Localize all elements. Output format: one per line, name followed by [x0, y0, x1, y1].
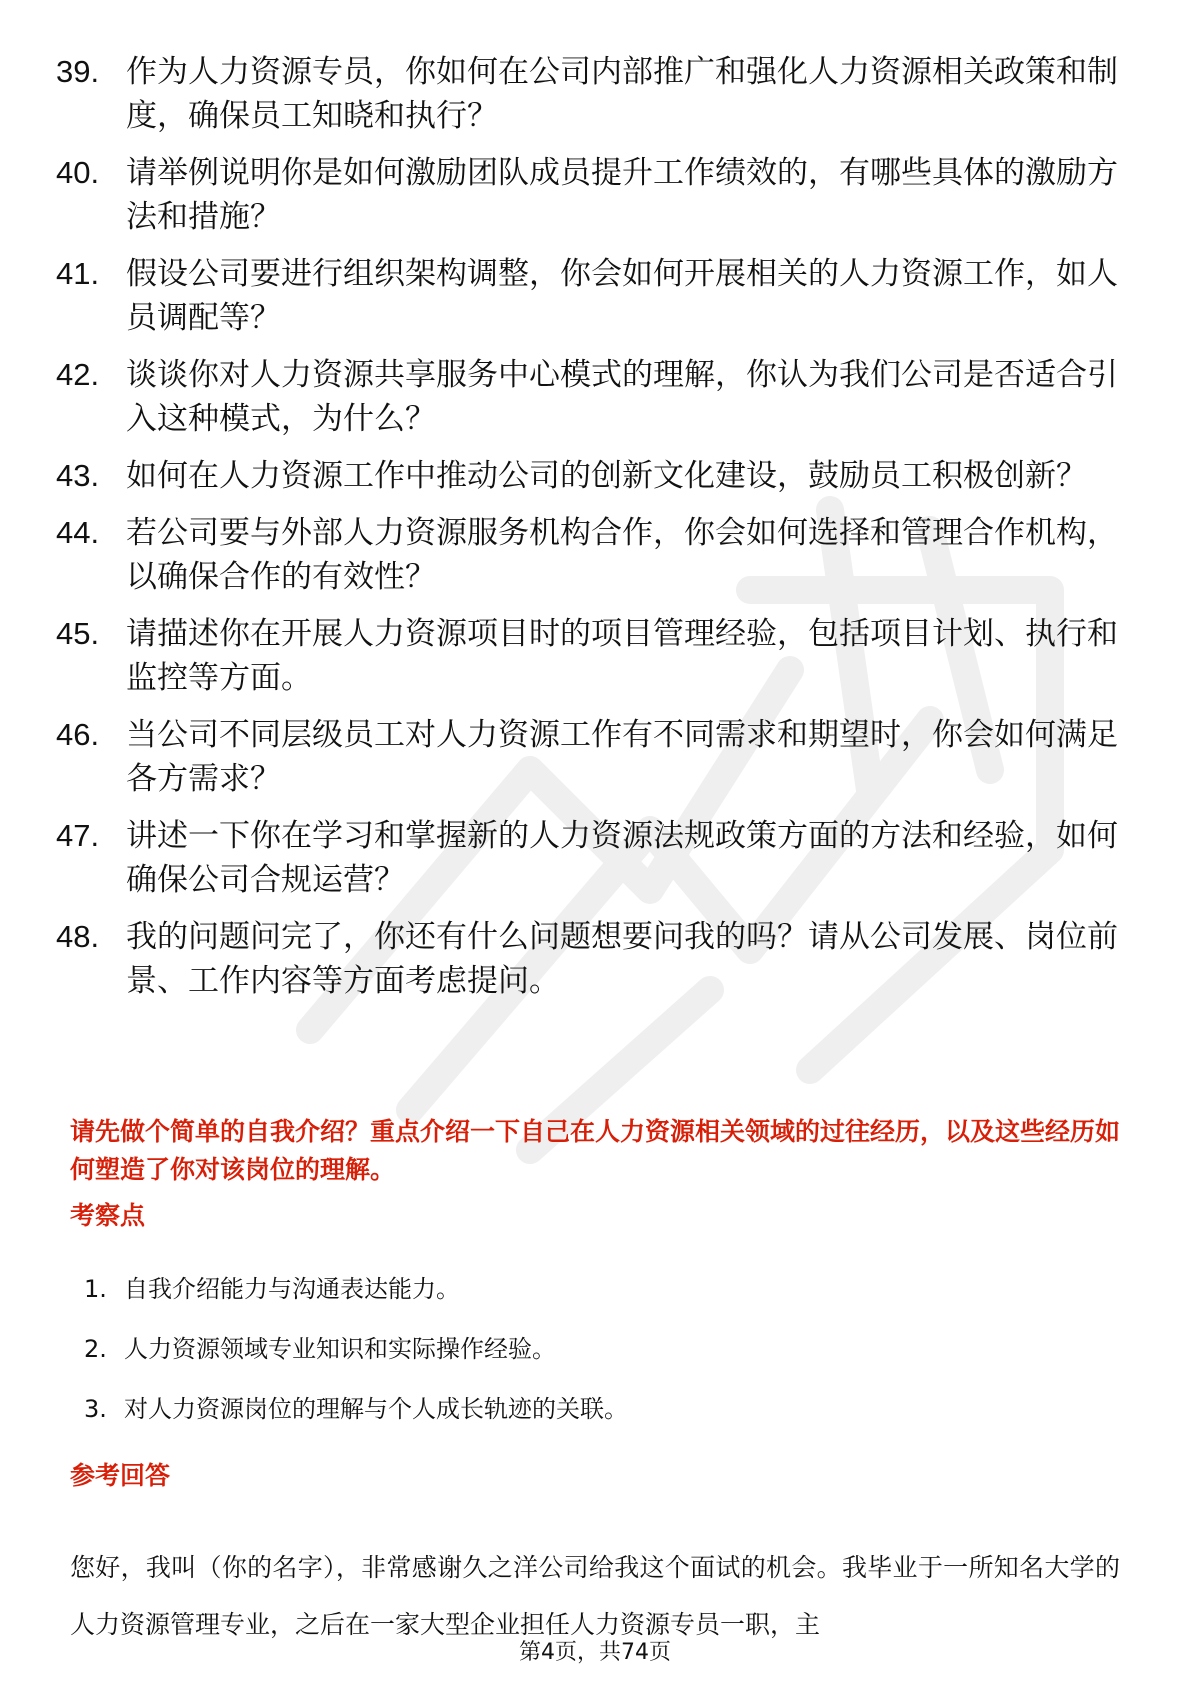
question-number: 48. [56, 919, 100, 954]
reference-heading: 参考回答 [70, 1461, 171, 1490]
list-item-text: 自我介绍能力与沟通表达能力。 [124, 1275, 460, 1303]
list-item [84, 1272, 1084, 1332]
question-item [56, 151, 1136, 239]
question-text: 请举例说明你是如何激励团队成员提升工作绩效的，有哪些具体的激励方法和措施？ [126, 155, 1118, 235]
list-item-number: 1. [84, 1275, 107, 1303]
question-number: 39. [56, 54, 100, 89]
question-text: 假设公司要进行组织架构调整，你会如何开展相关的人力资源工作，如人员调配等？ [126, 256, 1118, 336]
question-list [56, 50, 1136, 1016]
list-item-number: 3. [84, 1395, 107, 1423]
question-text: 我的问题问完了，你还有什么问题想要问我的吗？请从公司发展、岗位前景、工作内容等方面考虑提问。 [126, 919, 1118, 999]
question-item [56, 915, 1136, 1003]
question-text: 当公司不同层级员工对人力资源工作有不同需求和期望时，你会如何满足各方需求？ [126, 717, 1118, 797]
page-number-footer: 第4页，共74页 [519, 1640, 671, 1665]
question-text: 请描述你在开展人力资源项目时的项目管理经验，包括项目计划、执行和监控等方面。 [126, 616, 1118, 696]
question-item [56, 50, 1136, 138]
question-item [56, 612, 1136, 700]
question-item [56, 814, 1136, 902]
question-item [56, 713, 1136, 801]
reference-answer: 您好，我叫（你的名字），非常感谢久之洋公司给我这个面试的机会。我毕业于一所知名大学的人力资源管理专业，之后在一家大型企业担任人力资源专员一职，主 [70, 1553, 1120, 1639]
question-text: 作为人力资源专员，你如何在公司内部推广和强化人力资源相关政策和制度，确保员工知晓和执行？ [126, 54, 1118, 134]
assessment-heading: 考察点 [70, 1201, 146, 1230]
question-number: 45. [56, 616, 100, 651]
question-item [56, 511, 1136, 599]
question-number: 47. [56, 818, 100, 853]
question-number: 40. [56, 155, 100, 190]
question-number: 41. [56, 256, 100, 291]
highlight-question: 请先做个简单的自我介绍？重点介绍一下自己在人力资源相关领域的过往经历，以及这些经历如何塑造了你对该岗位的理解。 [70, 1117, 1121, 1184]
question-number: 44. [56, 515, 100, 550]
list-item-text: 对人力资源岗位的理解与个人成长轨迹的关联。 [124, 1395, 628, 1423]
question-item [56, 252, 1136, 340]
list-item-number: 2. [84, 1335, 107, 1363]
question-item [56, 454, 1136, 498]
question-number: 43. [56, 458, 100, 493]
question-text: 如何在人力资源工作中推动公司的创新文化建设，鼓励员工积极创新？ [126, 458, 1087, 494]
list-item [84, 1332, 1084, 1392]
list-item-text: 人力资源领域专业知识和实际操作经验。 [124, 1335, 556, 1363]
question-number: 42. [56, 357, 100, 392]
question-text: 若公司要与外部人力资源服务机构合作，你会如何选择和管理合作机构，以确保合作的有效性？ [126, 515, 1118, 595]
question-text: 讲述一下你在学习和掌握新的人力资源法规政策方面的方法和经验，如何确保公司合规运营？ [126, 818, 1118, 898]
question-item [56, 353, 1136, 441]
question-number: 46. [56, 717, 100, 752]
question-text: 谈谈你对人力资源共享服务中心模式的理解，你认为我们公司是否适合引入这种模式，为什么？ [126, 357, 1118, 437]
assessment-points-list [84, 1272, 1084, 1452]
list-item [84, 1392, 1084, 1452]
